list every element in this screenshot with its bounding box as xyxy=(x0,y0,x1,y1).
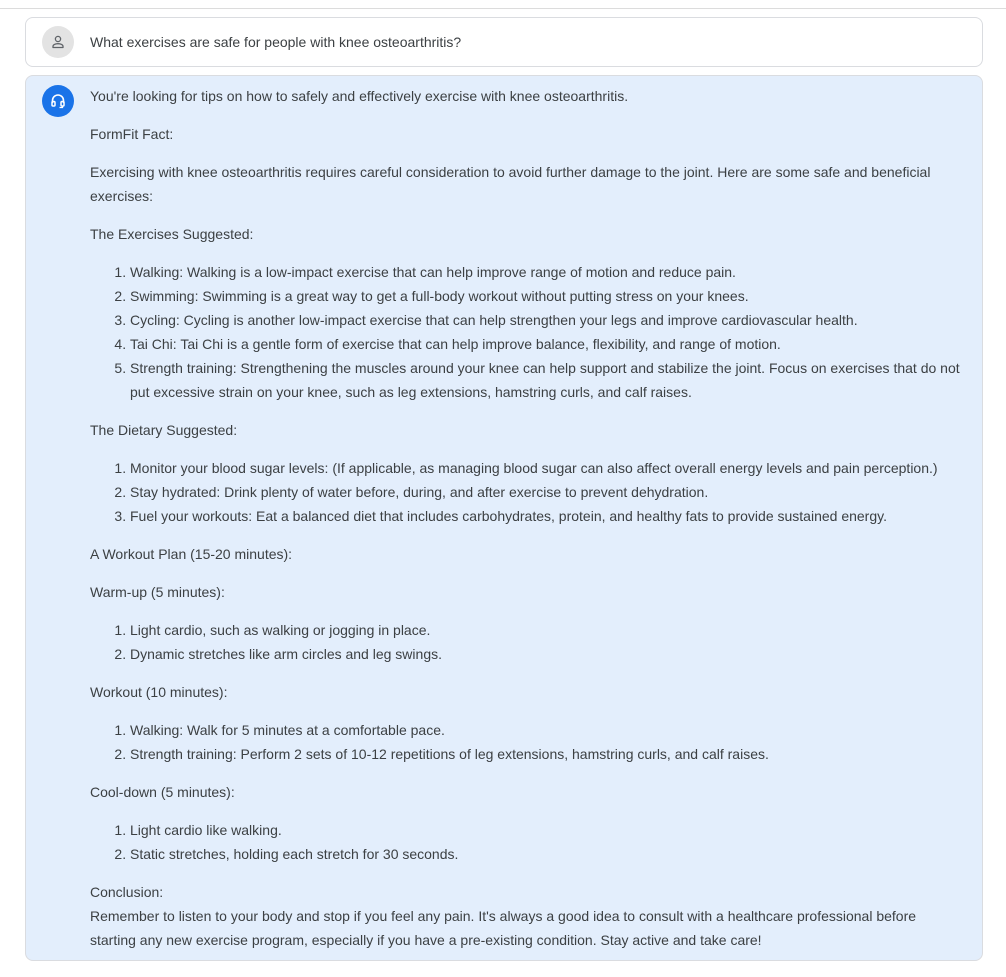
warmup-list xyxy=(90,618,962,666)
user-avatar xyxy=(42,26,74,58)
list-item: 1. Light cardio like walking. xyxy=(130,818,962,842)
cooldown-list xyxy=(90,818,962,866)
list-item: 2. Swimming: Swimming is a great way to get a full-body workout without putting stress on your knees. xyxy=(130,284,962,308)
workout-heading: Workout (10 minutes): xyxy=(90,684,228,700)
warmup-heading: Warm-up (5 minutes): xyxy=(90,584,225,600)
list-item: 1. Light cardio, such as walking or jogging in place. xyxy=(130,618,962,642)
assistant-avatar xyxy=(42,85,74,117)
headset-icon xyxy=(49,92,67,110)
user-message-text: What exercises are safe for people with knee osteoarthritis? xyxy=(90,34,462,50)
fact-label: FormFit Fact: xyxy=(90,126,174,142)
list-item: 3. Cycling: Cycling is another low-impact exercise that can help strengthen your legs and improve cardiovascular health. xyxy=(130,308,962,332)
assistant-message-content xyxy=(90,84,962,966)
intro-text: You're looking for tips on how to safely and effectively exercise with knee osteoarthritis. xyxy=(90,88,629,104)
conclusion-label: Conclusion: xyxy=(90,884,164,900)
list-item: 2. Strength training: Perform 2 sets of 10-12 repetitions of leg extensions, hamstring curls, and calf raises. xyxy=(130,742,962,766)
exercises-list xyxy=(90,260,962,404)
exercises-heading: The Exercises Suggested: xyxy=(90,226,254,242)
cooldown-heading: Cool-down (5 minutes): xyxy=(90,784,235,800)
list-item: 2. Dynamic stretches like arm circles and leg swings. xyxy=(130,642,962,666)
list-item: 1. Walking: Walk for 5 minutes at a comfortable pace. xyxy=(130,718,962,742)
list-item: 2. Static stretches, holding each stretch for 30 seconds. xyxy=(130,842,962,866)
plan-heading: A Workout Plan (15-20 minutes): xyxy=(90,546,293,562)
list-item: 5. Strength training: Strengthening the muscles around your knee can help support and stabilize the joint. Focus on exercises that do not put excessive strain on your knee, such as leg extensions, hamstring curls, and calf raises. xyxy=(130,356,962,404)
list-item: 2. Stay hydrated: Drink plenty of water before, during, and after exercise to prevent dehydration. xyxy=(130,480,962,504)
list-item: 4. Tai Chi: Tai Chi is a gentle form of exercise that can help improve balance, flexibility, and range of motion. xyxy=(130,332,962,356)
top-divider xyxy=(0,8,1006,9)
person-icon xyxy=(50,34,66,50)
list-item: 1. Monitor your blood sugar levels: (If applicable, as managing blood sugar can also affect overall energy levels and pain perception.) xyxy=(130,456,962,480)
user-message-card xyxy=(25,17,983,67)
fact-text: Exercising with knee osteoarthritis requires careful consideration to avoid further damage to the joint. Here are some safe and beneficial exercises: xyxy=(90,164,931,204)
conclusion-text: Remember to listen to your body and stop if you feel any pain. It's always a good idea to consult with a healthcare professional before starting any new exercise program, especially if you have a pre-existing condition. Stay active and take care! xyxy=(90,908,917,948)
dietary-list xyxy=(90,456,962,528)
list-item: 1. Walking: Walking is a low-impact exercise that can help improve range of motion and reduce pain. xyxy=(130,260,962,284)
dietary-heading: The Dietary Suggested: xyxy=(90,422,238,438)
list-item: 3. Fuel your workouts: Eat a balanced diet that includes carbohydrates, protein, and healthy fats to provide sustained energy. xyxy=(130,504,962,528)
assistant-message-card xyxy=(25,75,983,961)
workout-list xyxy=(90,718,962,766)
